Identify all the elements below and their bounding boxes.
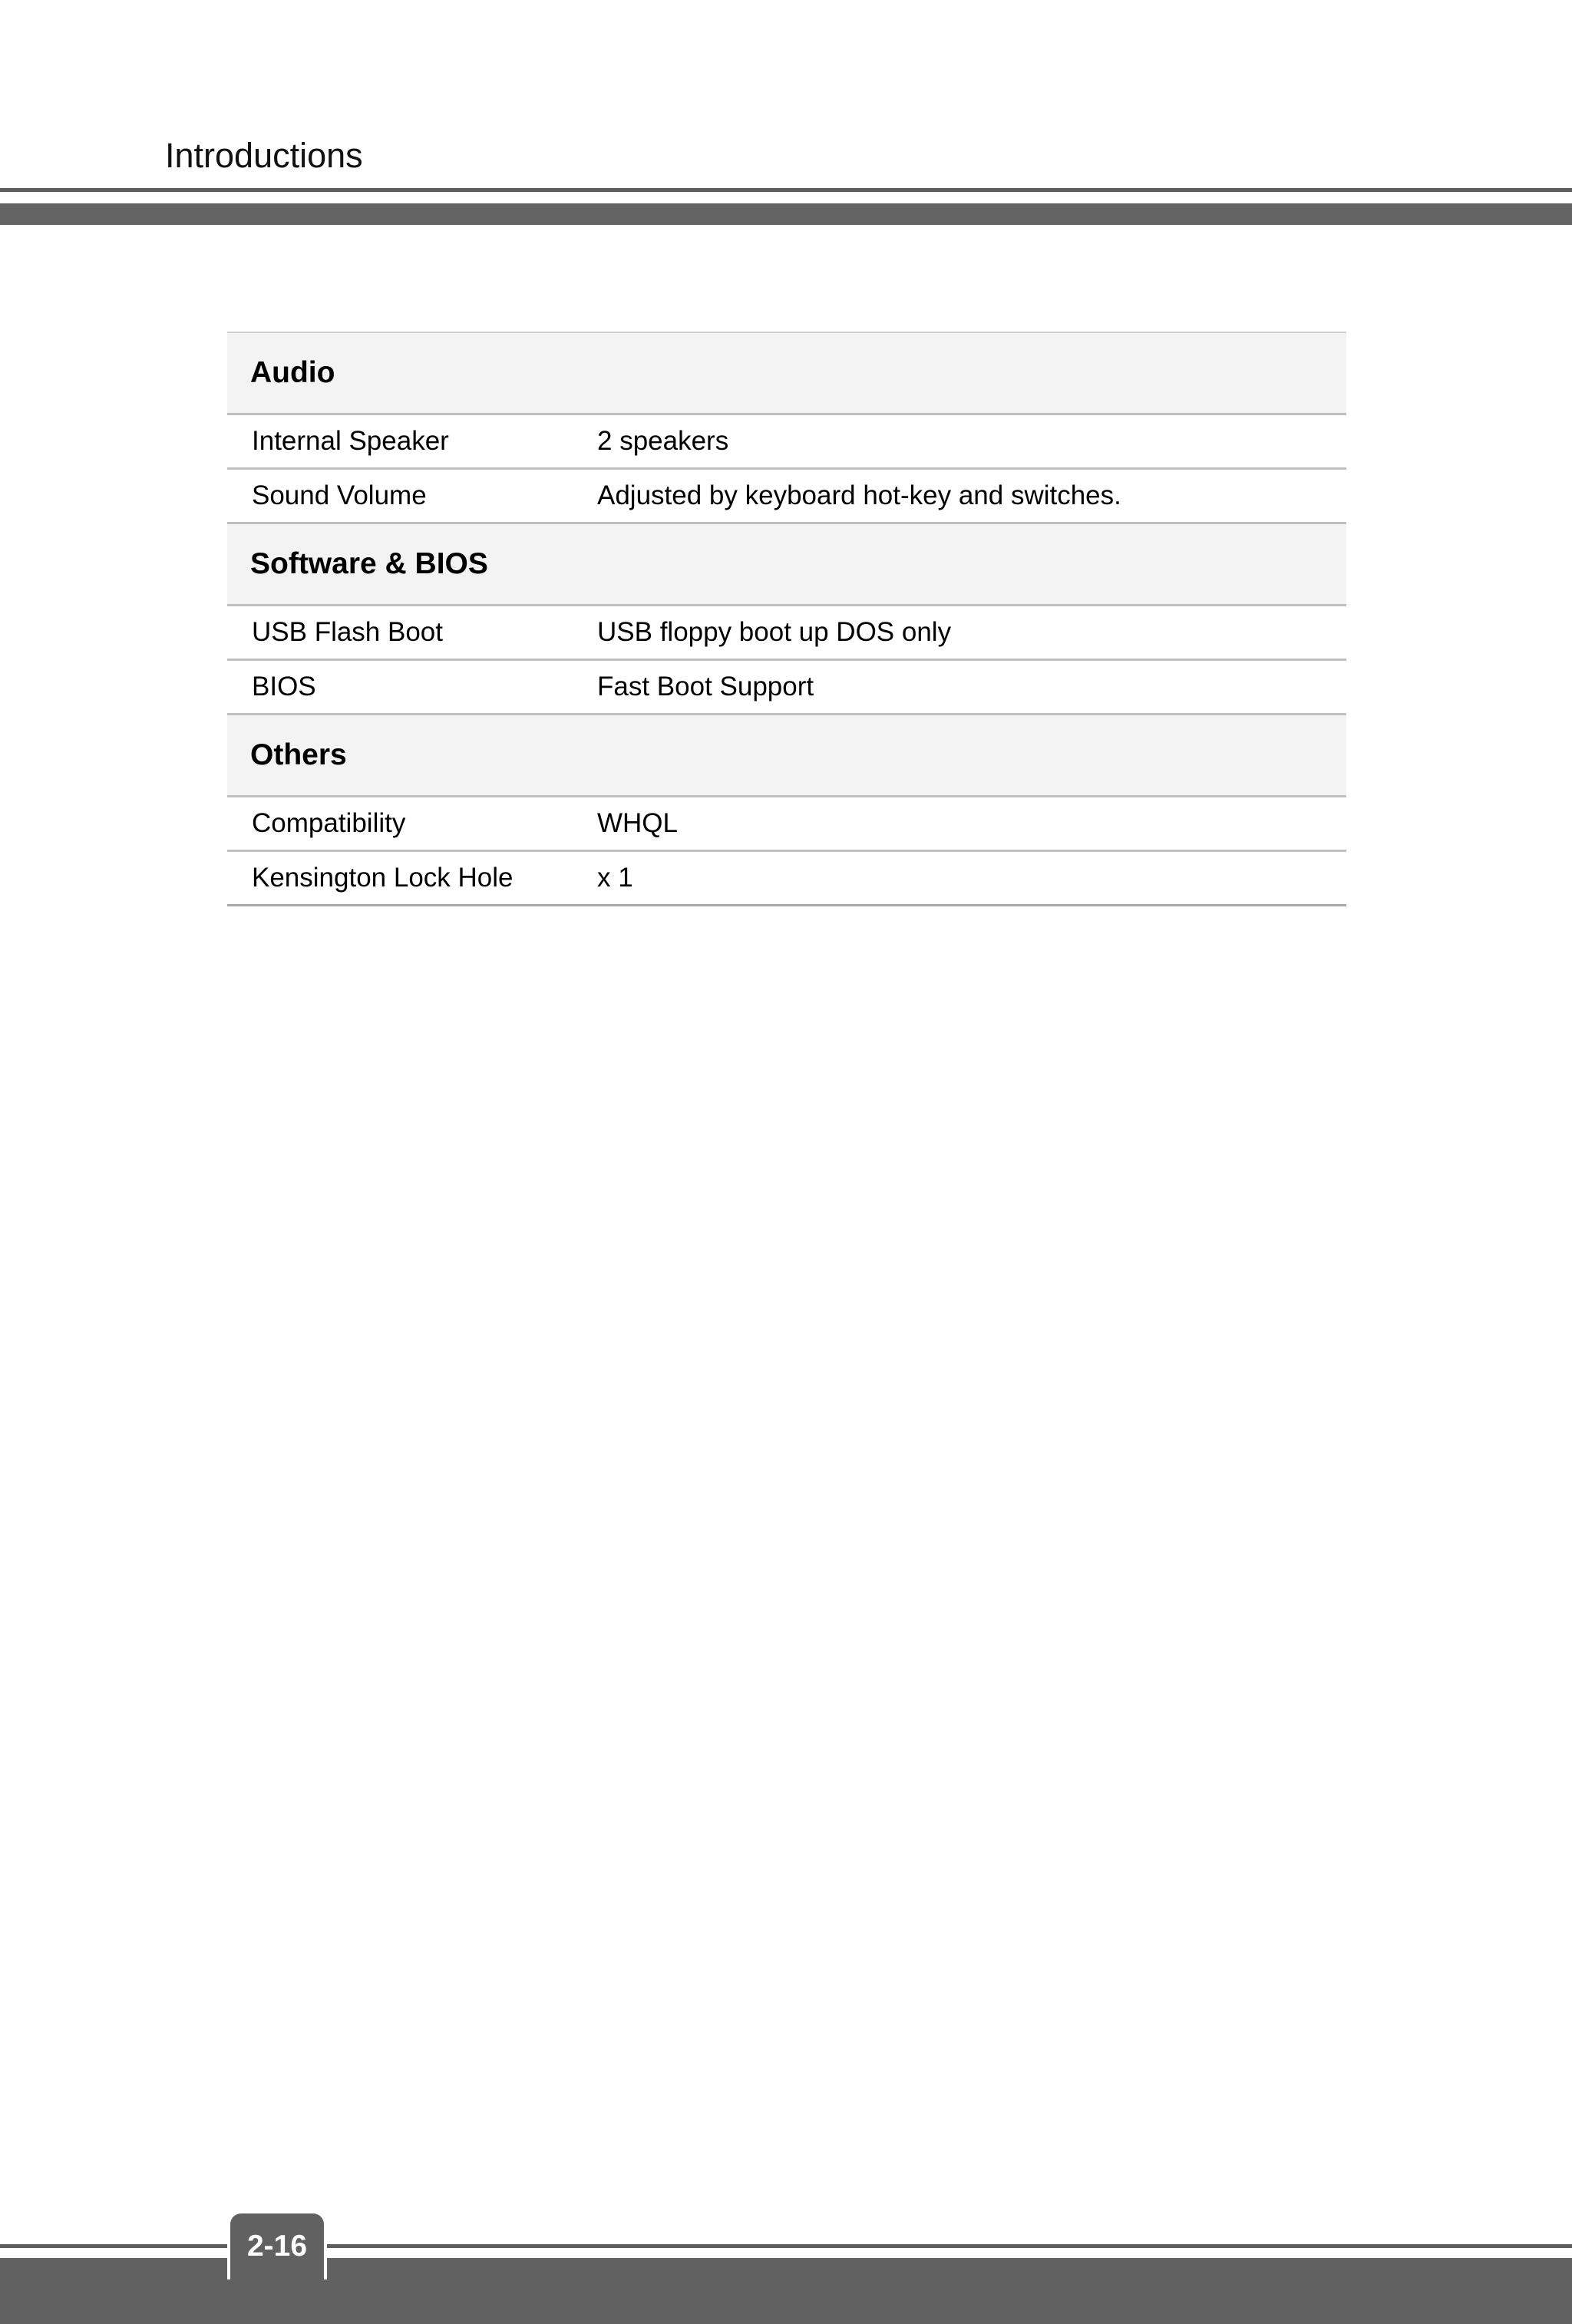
table-row (227, 797, 1346, 851)
spec-label: BIOS (227, 660, 597, 715)
header-rule-thick (0, 203, 1572, 225)
table-row (227, 414, 1346, 469)
spec-value: USB floppy boot up DOS only (597, 606, 1346, 660)
category-heading: Software & BIOS (227, 523, 1346, 606)
category-heading: Others (227, 715, 1346, 797)
header-rule-thin (0, 188, 1572, 192)
section-title: Introductions (165, 136, 363, 175)
category-heading: Audio (227, 332, 1346, 414)
page-number: 2-16 (246, 2230, 308, 2263)
spec-value: x 1 (597, 851, 1346, 906)
spec-value: 2 speakers (597, 414, 1346, 469)
spec-value: Fast Boot Support (597, 660, 1346, 715)
table-row (227, 606, 1346, 660)
category-row-software-bios (227, 523, 1346, 606)
table-row (227, 469, 1346, 523)
table-row (227, 660, 1346, 715)
category-row-others (227, 715, 1346, 797)
spec-label: Sound Volume (227, 469, 597, 523)
table-row (227, 851, 1346, 906)
spec-label: Kensington Lock Hole (227, 851, 597, 906)
spec-label: Compatibility (227, 797, 597, 851)
spec-label: USB Flash Boot (227, 606, 597, 660)
category-row-audio (227, 332, 1346, 414)
spec-label: Internal Speaker (227, 414, 597, 469)
page-number-tab (227, 2210, 327, 2279)
spec-value: Adjusted by keyboard hot-key and switches. (597, 469, 1346, 523)
spec-value: WHQL (597, 797, 1346, 851)
spec-table (227, 332, 1346, 906)
